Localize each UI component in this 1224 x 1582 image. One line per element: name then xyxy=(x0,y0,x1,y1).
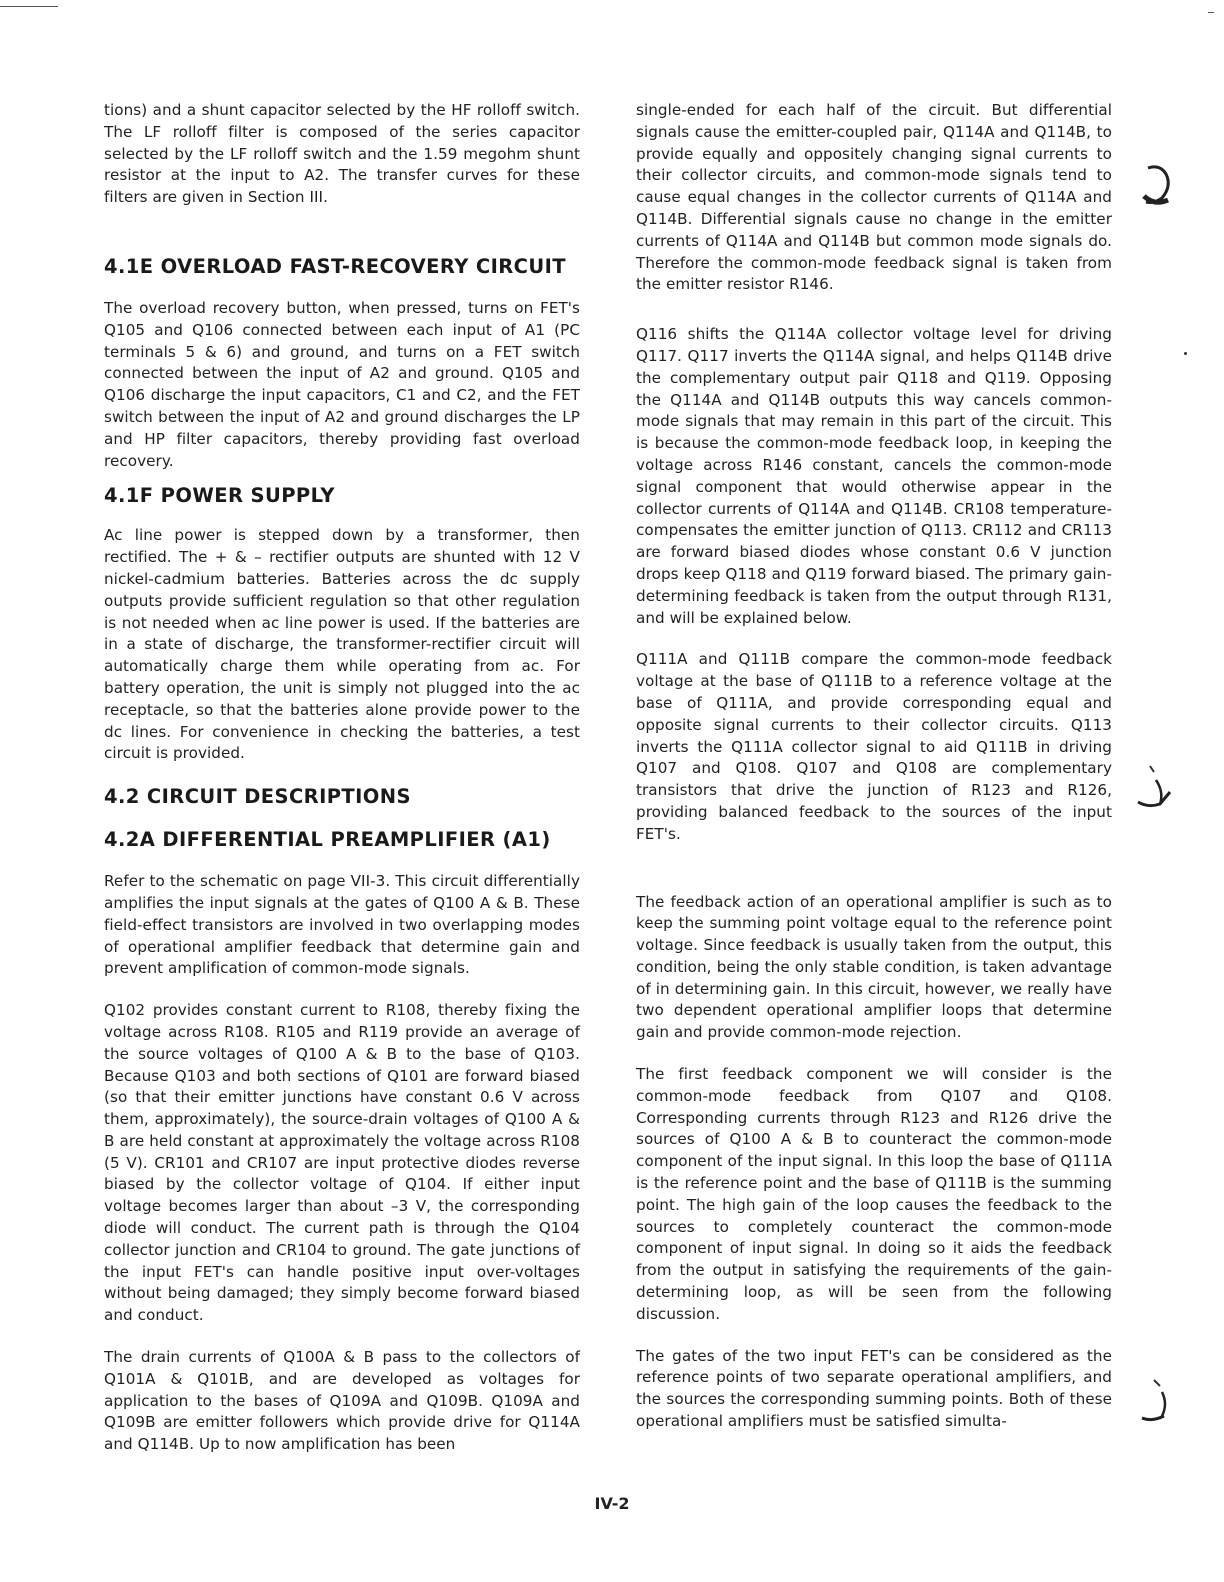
binder-hole-mark-1-icon xyxy=(1138,160,1188,210)
paragraph-power-supply: Ac line power is stepped down by a transformer, then rectified. The + & – rectifier outputs are shunted with 12 V nickel-cadmium batteries. Batteries across the dc supply outputs provide sufficient regulation so that other regulation is not needed when ac line power is used. If the batteries are in a state of discharge, the transformer-rectifier circuit will automatically charge them while operating from ac. For battery operation, the unit is simply not plugged into the ac receptacle, so that the batteries alone provide power to the dc lines. For convenience in checking the batteries, a test circuit is provided. xyxy=(104,526,580,763)
scan-edge-mark xyxy=(1208,12,1214,13)
paragraph-preamp-q102: Q102 provides constant current to R108, thereby fixing the voltage across R108. R105 and R119 provide an average of the source voltages of Q100 A & B to the base of Q103. Because Q103 and both sections of Q101 are forward biased (so that their emitter junctions have constant 0.6 V across them, approximately), the source-drain voltages of Q100 A & B are held constant at approximately the voltage across R108 (5 V). CR101 and CR107 are input protective diodes reverse biased by the collector voltage of Q104. If either input voltage becomes larger than about –3 V, the corresponding diode will conduct. The current path is through the Q104 collector junction and CR104 to ground. The gate junctions of the input FET's can handle positive input over-voltages without being damaged; they simply become forward biased and conduct. xyxy=(104,1001,580,1325)
paragraph-differential-signals: single-ended for each half of the circuit. But differential signals cause the emitter-coupled pair, Q114A and Q114B, to provide equally and oppositely changing signal currents to their collector circuits, and common-mode signals tend to cause equal changes in the collector currents of Q114A and Q114B. Differential signals cause no change in the emitter currents of Q114A and Q114B but common mode signals do. Therefore the common-mode feedback signal is taken from the emitter resistor R146. xyxy=(636,101,1112,294)
paragraph-overload-recovery: The overload recovery button, when pressed, turns on FET's Q105 and Q106 connected between each input of A1 (PC terminals 5 & 6) and ground, and turns on a FET switch connected between the input of A2 and ground. Q105 and Q106 discharge the input capacitors, C1 and C2, and the FET switch between the input of A2 and ground discharges the LP and HP filter capacitors, thereby providing fast overload recovery. xyxy=(104,298,580,470)
heading-4-2a: 4.2A DIFFERENTIAL PREAMPLIFIER (A1) xyxy=(104,828,551,852)
heading-4-1f: 4.1F POWER SUPPLY xyxy=(104,484,335,508)
paragraph-q111: Q111A and Q111B compare the common-mode feedback voltage at the base of Q111B to a reference voltage at the base of Q111A, and provide corresponding equal and opposite signal currents to their collector circuits. Q113 inverts the Q111A collector signal to aid Q111B in driving Q107 and Q108. Q107 and Q108 are complementary transistors that drive the junction of R123 and R126, providing balanced feedback to the sources of the input FET's. xyxy=(636,650,1112,843)
heading-4-1e: 4.1E OVERLOAD FAST-RECOVERY CIRCUIT xyxy=(104,254,566,278)
paragraph-feedback-action: The feedback action of an operational amplifier is such as to keep the summing point voltage equal to the reference point voltage. Since feedback is usually taken from the output, this condition, being the only stable condition, is taken advantage of in determining gain. In this circuit, however, we really have two dependent operational amplifier loops that determine gain and provide common-mode rejection. xyxy=(636,892,1112,1042)
right-column xyxy=(636,100,1112,1433)
scan-dot xyxy=(1184,352,1187,355)
left-column xyxy=(104,100,580,1456)
paragraph-q116: Q116 shifts the Q114A collector voltage level for driving Q117. Q117 inverts the Q114A signal, and helps Q114B drive the complementary output pair Q118 and Q119. Opposing the Q114A and Q114B outputs this way cancels common-mode signals that may remain in this part of the circuit. This is because the common-mode feedback loop, in keeping the voltage across R146 constant, cancels the common-mode signal component that would otherwise appear in the collector currents of Q114A and Q114B. CR108 temperature-compensates the emitter junction of Q113. CR112 and CR113 are forward biased diodes whose constant 0.6 V junction drops keep Q118 and Q119 forward biased. The primary gain-determining feedback is taken from the output through R131, and will be explained below. xyxy=(636,325,1112,627)
paragraph-preamp-drain-currents: The drain currents of Q100A & B pass to the collectors of Q101A & Q101B, and are developed as voltages for application to the bases of Q109A and Q109B. Q109A and Q109B are emitter followers which provide drive for Q114A and Q114B. Up to now amplification has been xyxy=(104,1348,580,1454)
binder-hole-mark-3-icon xyxy=(1132,1376,1182,1426)
scan-top-line xyxy=(0,6,58,7)
paragraph-input-fet-gates: The gates of the two input FET's can be considered as the reference points of two separate operational amplifiers, and the sources the corresponding summing points. Both of these operational amplifiers must be satisfied simulta- xyxy=(636,1346,1112,1431)
paragraph-filter-intro: tions) and a shunt capacitor selected by the HF rolloff switch. The LF rolloff filter is composed of the series capacitor selected by the LF rolloff switch and the 1.59 megohm shunt resistor at the input to A2. The transfer curves for these filters are given in Section III. xyxy=(104,101,580,207)
binder-hole-mark-2-icon xyxy=(1130,762,1180,812)
paragraph-preamp-intro: Refer to the schematic on page VII-3. This circuit differentially amplifies the input signals at the gates of Q100 A & B. These field-effect transistors are involved in two overlapping modes of operational amplifier feedback that determine gain and prevent amplification of common-mode signals. xyxy=(104,872,580,978)
page-number: IV-2 xyxy=(594,1494,630,1513)
paragraph-first-feedback: The first feedback component we will consider is the common-mode feedback from Q107 and Q108. Corresponding currents through R123 and R126 drive the sources of Q100 A & B to counteract the common-mode component of the input signal. In this loop the base of Q111A is the reference point and the base of Q111B is the summing point. The high gain of the loop causes the feedback to the sources to completely counteract the common-mode component of input signal. In doing so it aids the feedback from the output in satisfying the requirements of the gain-determining loop, as will be seen from the following discussion. xyxy=(636,1065,1112,1323)
heading-4-2: 4.2 CIRCUIT DESCRIPTIONS xyxy=(104,785,411,809)
